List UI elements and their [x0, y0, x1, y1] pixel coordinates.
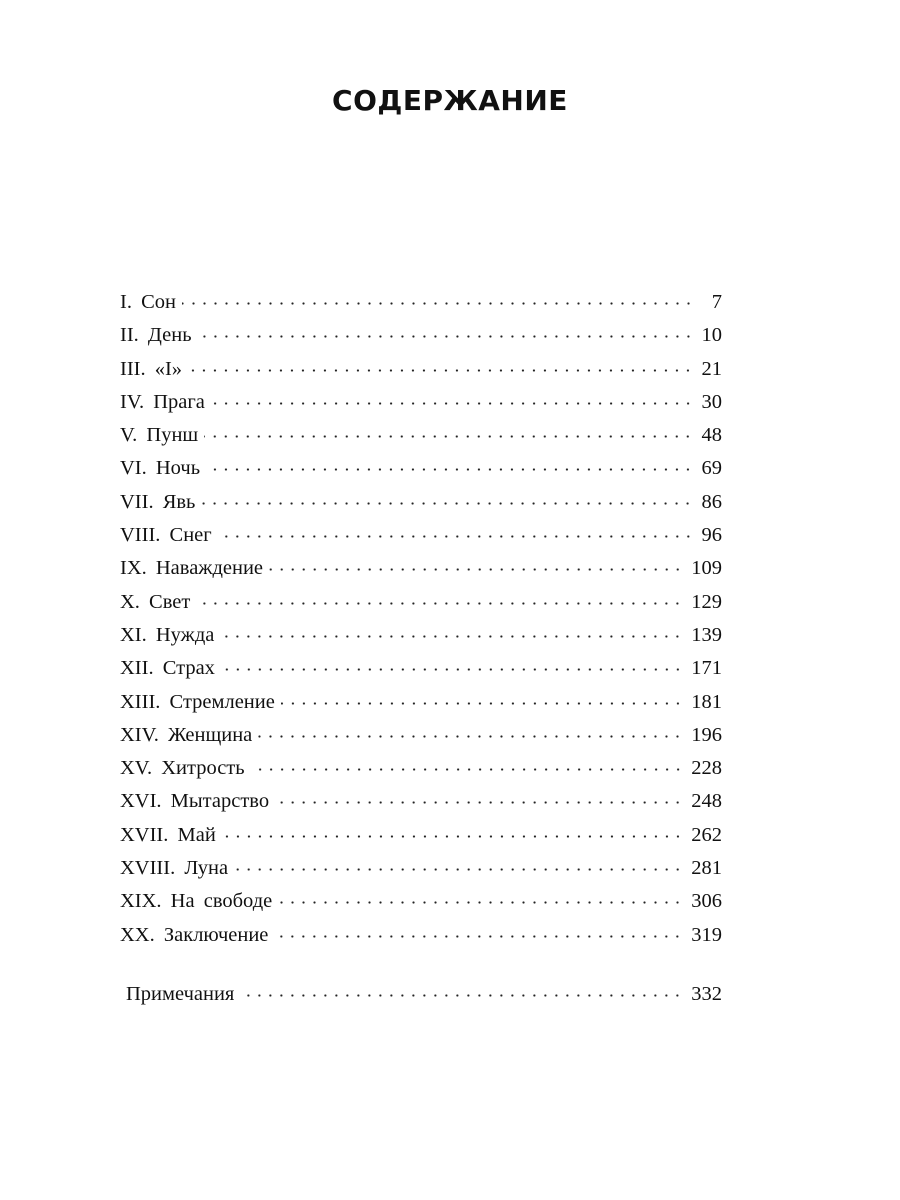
- chapter-title: V. Пунш: [120, 424, 199, 447]
- dot-leader: [220, 635, 683, 638]
- toc-entry-9: [120, 552, 722, 585]
- toc-entry-15: [120, 752, 722, 785]
- page-number: 319: [691, 923, 722, 946]
- chapter-title: III. «I»: [120, 357, 183, 380]
- toc-entry-18: [120, 852, 722, 885]
- notes-title: Примечания: [126, 982, 235, 1005]
- dot-leader: [221, 668, 683, 671]
- chapter-title: VI. Ночь: [120, 457, 201, 480]
- dot-leader: [275, 801, 683, 804]
- page-number: 96: [701, 524, 722, 547]
- toc-entry-8: [120, 519, 722, 552]
- dot-leader: [196, 602, 683, 605]
- chapter-title: VIII. Снег: [120, 524, 212, 547]
- chapter-title: II. День: [120, 324, 192, 347]
- table-of-contents: [120, 286, 722, 1011]
- chapter-title: XIII. Стремление: [120, 690, 275, 713]
- dot-leader: [211, 402, 694, 405]
- dot-leader: [278, 901, 683, 904]
- toc-entry-14: [120, 719, 722, 752]
- page-number: 86: [701, 490, 722, 513]
- dot-leader: [218, 535, 694, 538]
- chapter-title: XVI. Мытарство: [120, 790, 270, 813]
- dot-leader: [251, 768, 684, 771]
- page-number: 262: [691, 823, 722, 846]
- toc-entry-13: [120, 686, 722, 719]
- chapter-title: XIX. На свободе: [120, 890, 273, 913]
- toc-entry-10: [120, 586, 722, 619]
- chapter-title: I. Сон: [120, 291, 176, 313]
- chapter-title: XIV. Женщина: [120, 723, 253, 746]
- toc-entry-2: [120, 319, 722, 352]
- page-number: 171: [691, 657, 722, 680]
- chapter-title: XVIII. Луна: [120, 857, 229, 880]
- chapter-title: XVII. Май: [120, 823, 216, 846]
- dot-leader: [258, 735, 683, 738]
- page-number: 196: [691, 723, 722, 746]
- toc-entry-6: [120, 452, 722, 485]
- page-number: 139: [691, 623, 722, 646]
- page-number: 69: [701, 457, 722, 480]
- page-number: 248: [691, 790, 722, 813]
- dot-leader: [206, 468, 693, 471]
- toc-entry-1: [120, 286, 722, 319]
- toc-entry-12: [120, 652, 722, 685]
- chapter-title: IV. Прага: [120, 390, 205, 413]
- toc-entry-16: [120, 785, 722, 818]
- toc-entry-7: [120, 486, 722, 519]
- page-number: 30: [701, 390, 722, 413]
- dot-leader: [269, 568, 683, 571]
- page-number: 48: [701, 424, 722, 447]
- chapter-title: VII. Явь: [120, 490, 196, 513]
- chapter-title: XV. Хитрость: [120, 757, 245, 780]
- dot-leader: [204, 435, 693, 438]
- dot-leader: [222, 835, 683, 838]
- page-title: СОДЕРЖАНИЕ: [332, 84, 568, 117]
- toc-entry-3: [120, 353, 722, 386]
- chapter-title: X. Свет: [120, 590, 191, 613]
- toc-entry-11: [120, 619, 722, 652]
- toc-entry-4: [120, 386, 722, 419]
- dot-leader: [240, 994, 683, 997]
- toc-entry-19: [120, 885, 722, 918]
- page-number: 109: [691, 557, 722, 580]
- dot-leader: [234, 868, 683, 871]
- page-number: 10: [701, 324, 722, 347]
- page-number: 21: [701, 357, 722, 380]
- chapter-title: IX. Наваждение: [120, 557, 264, 580]
- page-number: 129: [691, 590, 722, 613]
- page-number: 332: [691, 982, 722, 1005]
- toc-entry-17: [120, 819, 722, 852]
- dot-leader: [198, 335, 694, 338]
- page-number: 306: [691, 890, 722, 913]
- page-number: 7: [711, 291, 722, 313]
- toc-entry-notes: [120, 978, 722, 1011]
- dot-leader: [188, 369, 693, 372]
- chapter-title: XII. Страх: [120, 657, 215, 680]
- chapter-list: [120, 286, 722, 952]
- dot-leader: [182, 302, 694, 305]
- page-number: 228: [691, 757, 722, 780]
- chapter-title: XX. Заключение: [120, 923, 269, 946]
- page-number: 281: [691, 857, 722, 880]
- dot-leader: [274, 935, 683, 938]
- toc-entry-5: [120, 419, 722, 452]
- page-number: 181: [691, 690, 722, 713]
- dot-leader: [281, 702, 683, 705]
- dot-leader: [201, 502, 693, 505]
- chapter-title: XI. Нужда: [120, 623, 215, 646]
- toc-entry-20: [120, 919, 722, 952]
